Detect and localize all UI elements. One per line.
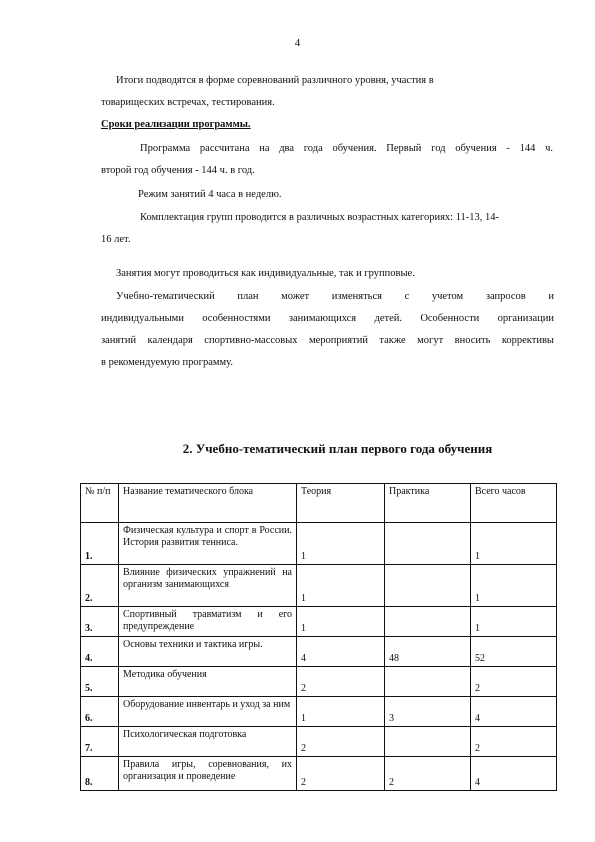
plan-paragraph-line3: занятий календаря спортивно-массовых мероприятий также могут вносить коррективы: [101, 335, 554, 346]
table-row: [81, 727, 557, 757]
row-block-name: Основы техники и тактика игры.: [119, 637, 297, 667]
row-theory: 1: [297, 523, 385, 565]
plan-paragraph-line1: Учебно-тематический план может изменяться с учетом запросов и: [116, 291, 554, 302]
table-row: [81, 607, 557, 637]
plan-paragraph-line4: в рекомендуемую программу.: [101, 357, 233, 368]
table-header-row: [81, 484, 557, 523]
row-practice: [385, 727, 471, 757]
duration-paragraph-line1: Программа рассчитана на два года обучения. Первый год обучения - 144 ч.: [140, 143, 553, 154]
row-practice: [385, 667, 471, 697]
row-block-name: Физическая культура и спорт в России. История развития тенниса.: [119, 523, 297, 565]
row-practice: [385, 523, 471, 565]
table-row: [81, 757, 557, 791]
row-total: 52: [471, 637, 557, 667]
row-total: 2: [471, 727, 557, 757]
header-practice: Практика: [385, 484, 471, 523]
table-row: [81, 667, 557, 697]
results-paragraph-line1: Итоги подводятся в форме соревнований различного уровня, участия в: [116, 75, 434, 86]
row-theory: 1: [297, 607, 385, 637]
table-row: [81, 565, 557, 607]
row-number: 2.: [81, 565, 119, 607]
schedule-paragraph: Режим занятий 4 часа в неделю.: [138, 189, 282, 200]
plan-paragraph-line2: индивидуальными особенностями занимающихся детей. Особенности организации: [101, 313, 554, 324]
row-number: 3.: [81, 607, 119, 637]
row-block-name: Методика обучения: [119, 667, 297, 697]
row-number: 6.: [81, 697, 119, 727]
terms-title: Сроки реализации программы.: [101, 119, 251, 130]
row-theory: 1: [297, 697, 385, 727]
row-total: 1: [471, 565, 557, 607]
row-total: 2: [471, 667, 557, 697]
row-practice: 48: [385, 637, 471, 667]
row-theory: 2: [297, 667, 385, 697]
row-total: 1: [471, 523, 557, 565]
row-block-name: Правила игры, соревнования, их организация и проведение: [119, 757, 297, 791]
table-row: [81, 637, 557, 667]
row-total: 4: [471, 697, 557, 727]
header-total-hours: Всего часов: [471, 484, 557, 523]
row-total: 4: [471, 757, 557, 791]
row-theory: 1: [297, 565, 385, 607]
row-theory: 2: [297, 727, 385, 757]
row-number: 1.: [81, 523, 119, 565]
lessons-paragraph: Занятия могут проводиться как индивидуальные, так и групповые.: [116, 268, 415, 279]
header-number: № п/п: [81, 484, 119, 523]
curriculum-table: [80, 483, 557, 791]
row-practice: 3: [385, 697, 471, 727]
row-number: 4.: [81, 637, 119, 667]
row-number: 8.: [81, 757, 119, 791]
row-practice: 2: [385, 757, 471, 791]
duration-paragraph-line2: второй год обучения - 144 ч. в год.: [101, 165, 255, 176]
groups-paragraph-line2: 16 лет.: [101, 234, 131, 245]
row-block-name: Психологическая подготовка: [119, 727, 297, 757]
row-practice: [385, 607, 471, 637]
row-number: 5.: [81, 667, 119, 697]
header-block-name: Название тематического блока: [119, 484, 297, 523]
row-theory: 4: [297, 637, 385, 667]
results-paragraph-line2: товарищеских встречах, тестирования.: [101, 97, 275, 108]
row-block-name: Оборудование инвентарь и уход за ним: [119, 697, 297, 727]
page-number: 4: [294, 37, 301, 49]
row-number: 7.: [81, 727, 119, 757]
row-block-name: Влияние физических упражнений на организм занимающихся: [119, 565, 297, 607]
row-practice: [385, 565, 471, 607]
row-block-name: Спортивный травматизм и его предупреждение: [119, 607, 297, 637]
section-heading: 2. Учебно-тематический план первого года обучения: [182, 441, 493, 456]
table-row: [81, 523, 557, 565]
table-row: [81, 697, 557, 727]
groups-paragraph-line1: Комплектация групп проводится в различных возрастных категориях: 11-13, 14-: [140, 212, 500, 223]
row-total: 1: [471, 607, 557, 637]
row-theory: 2: [297, 757, 385, 791]
header-theory: Теория: [297, 484, 385, 523]
